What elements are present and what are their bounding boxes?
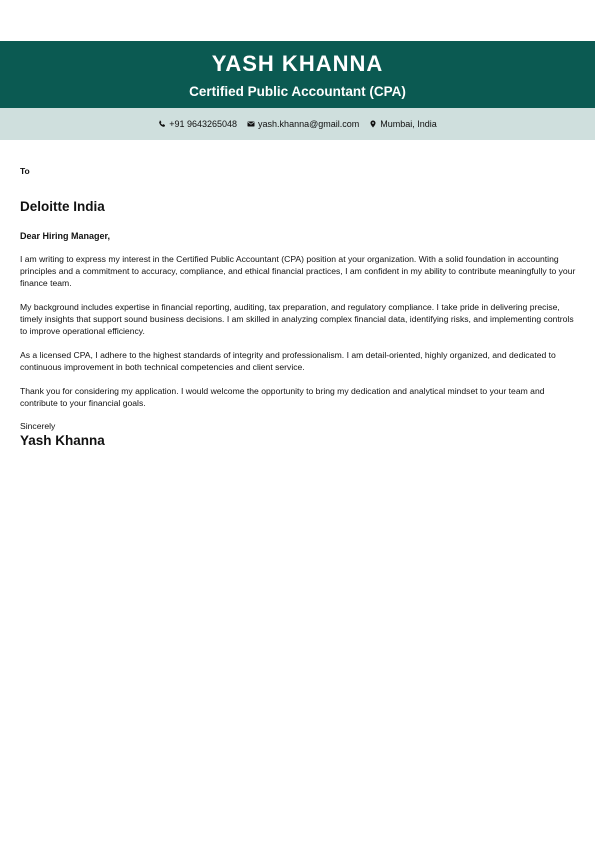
- body-paragraph: Thank you for considering my application. I would welcome the opportunity to bring my dedication and analytical mindset to your team and contribute to your financial goals.: [20, 386, 545, 408]
- contact-bar: [0, 108, 595, 140]
- closing: Sincerely: [20, 421, 56, 431]
- contact-location: [369, 119, 437, 129]
- phone-icon: [158, 120, 166, 128]
- body-paragraph: As a licensed CPA, I adhere to the highest standards of integrity and professionalism. I am detail-oriented, highly organized, and dedicated to continuous improvement in both technical competencies and client service.: [20, 350, 556, 372]
- applicant-name: YASH KHANNA: [211, 51, 384, 76]
- location-text: Mumbai, India: [380, 119, 437, 129]
- letter-body: [20, 253, 576, 421]
- header-banner: [0, 41, 595, 108]
- to-label: To: [20, 166, 30, 176]
- signature: Yash Khanna: [20, 433, 105, 448]
- map-marker-icon: [369, 120, 377, 128]
- contact-email: [247, 119, 359, 129]
- job-title: Certified Public Accountant (CPA): [189, 84, 406, 99]
- email-text: yash.khanna@gmail.com: [258, 119, 360, 129]
- envelope-icon: [247, 120, 255, 128]
- recipient-company: Deloitte India: [20, 199, 105, 214]
- salutation: Dear Hiring Manager,: [20, 231, 111, 241]
- body-paragraph: I am writing to express my interest in the Certified Public Accountant (CPA) position at your organization. With a solid foundation in accounting principles and a commitment to accuracy, compliance, and ethical financial practices, I am confident in my ability to contribute meaningfully to your finance team.: [20, 254, 576, 288]
- contact-phone: [158, 119, 237, 129]
- body-paragraph: My background includes expertise in financial reporting, auditing, tax preparation, and regulatory compliance. I take pride in delivering precise, timely insights that support sound business decisions. I am skilled in analyzing complex financial data, identifying risks, and implementing controls to improve operational efficiency.: [20, 302, 574, 336]
- phone-text: +91 9643265048: [169, 119, 238, 129]
